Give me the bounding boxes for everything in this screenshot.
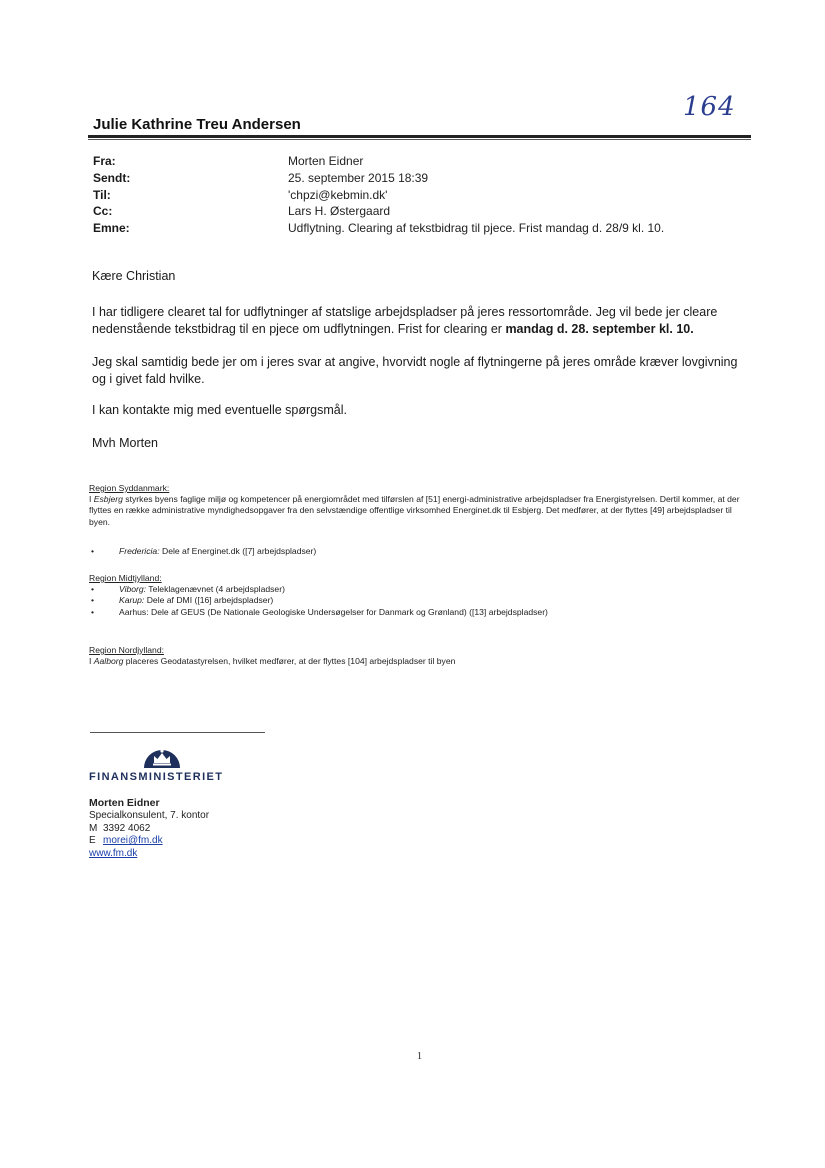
meta-row-from (93, 153, 664, 170)
signature-title: Specialkonsulent, 7. kontor (89, 810, 210, 821)
body-paragraph-2: Jeg skal samtidig bede jer om i jeres svar at angive, hvorvidt nogle af flytningerne på jeres område kræver lovgivning og i givet fald hvilke. (92, 355, 738, 386)
region-text-prefix: I (89, 494, 94, 505)
region-heading: Region Midtjylland: (89, 573, 162, 583)
handwritten-page-number: 164 (683, 92, 736, 122)
email-link[interactable]: morei@fm.dk (103, 835, 163, 846)
bullet-icon: • (91, 546, 95, 556)
meta-row-subject (93, 220, 664, 237)
region-text-prefix: I (89, 656, 94, 667)
region-text-body: placeres Geodatastyrelsen, hvilket medfører, at der flyttes [104] arbejdspladser til byen (123, 656, 456, 667)
para1-text: I har tidligere clearet tal for udflytninger af statslige arbejdspladser på jeres ressortområde. Jeg vil bede jer cleare nedenstående tekstbidrag til en pjece om udflytningen. Frist for clearing er (92, 305, 718, 336)
list-item (89, 584, 749, 595)
region-heading: Region Nordjylland: (89, 645, 164, 655)
meta-label: Emne: (93, 221, 130, 236)
deadline-text: mandag d. 28. september kl. 10. (505, 322, 694, 336)
crown-logo-icon (142, 744, 182, 768)
meta-label: Cc: (93, 204, 113, 219)
list-item (89, 607, 749, 618)
bullet-icon: • (91, 584, 95, 595)
recipient-header-name: Julie Kathrine Treu Andersen (93, 116, 301, 133)
phone-label: M (89, 822, 98, 834)
header-rule (88, 135, 751, 138)
greeting: Kære Christian (92, 269, 176, 283)
region-text-body: styrkes byens faglige miljø og kompetencer på energiområdet med tilførslen af [51] energi-administrative arbejdspladser fra Energistyrelsen. Dertil kommer, at der flyttes en række administrative myndighedsopgaver fra den selvstændige offentlige virksomhed Energinet.dk til Esbjerg. Det medfører, at der flyttes [49] arbejdspladser til byen. (89, 494, 740, 527)
list-item (89, 595, 749, 606)
header-rule-thin (88, 139, 751, 140)
email-metadata (93, 153, 664, 237)
region-heading: Region Syddanmark: (89, 483, 170, 493)
region-text (89, 656, 749, 667)
list-item (89, 546, 749, 557)
signature-divider (90, 732, 265, 733)
list-item-text: Teleklagenævnet (4 arbejdspladser) (146, 584, 285, 595)
list-item-text: Dele af DMI ([16] arbejdspladser) (144, 595, 274, 606)
signature-email-row (89, 835, 209, 848)
body-paragraph-3: I kan kontakte mig med eventuelle spørgsmål. (92, 403, 347, 417)
signature-details (89, 810, 209, 860)
phone-number: 3392 4062 (103, 822, 151, 834)
region-syddanmark-bullets (89, 546, 749, 557)
signoff: Mvh Morten (92, 436, 158, 450)
meta-label: Fra: (93, 154, 116, 168)
meta-value-subject: Udflytning. Clearing af tekstbidrag til pjece. Frist mandag d. 28/9 kl. 10. (288, 221, 665, 236)
region-city: Esbjerg (93, 494, 123, 505)
list-item-city: Viborg: (119, 584, 147, 595)
region-city: Aalborg (93, 656, 124, 667)
meta-value-cc: Lars H. Østergaard (288, 204, 391, 219)
bullet-icon: • (91, 595, 95, 606)
meta-row-cc (93, 203, 664, 220)
meta-value-from: Morten Eidner (288, 154, 364, 168)
meta-value-sent: 25. september 2015 18:39 (288, 170, 429, 185)
region-syddanmark (89, 483, 749, 528)
list-item-text: Aarhus: Dele af GEUS (De Nationale Geologiske Undersøgelser for Danmark og Grønland) ([13] arbejdspladser) (119, 606, 548, 617)
email-label: E (89, 835, 96, 846)
website-link[interactable]: www.fm.dk (89, 847, 138, 859)
bullet-icon: • (91, 606, 95, 617)
signature-name: Morten Eidner (89, 797, 160, 809)
meta-row-to (93, 187, 664, 204)
region-nordjylland (89, 645, 749, 667)
signature-phone-row (89, 823, 209, 836)
region-midtjylland (89, 573, 749, 618)
meta-row-sent (93, 170, 664, 187)
body-paragraph-1 (92, 304, 742, 338)
region-text (89, 494, 749, 528)
list-item-text: Dele af Energinet.dk ([7] arbejdspladser) (159, 546, 317, 556)
meta-label: Sendt: (93, 170, 131, 185)
page-number: 1 (417, 1051, 422, 1062)
meta-label: Til: (93, 187, 111, 202)
ministry-logo-text: FINANSMINISTERIET (89, 771, 224, 783)
list-item-city: Karup: (119, 595, 145, 606)
list-item-city: Fredericia: (119, 546, 160, 556)
meta-value-to: 'chpzi@kebmin.dk' (288, 187, 388, 202)
